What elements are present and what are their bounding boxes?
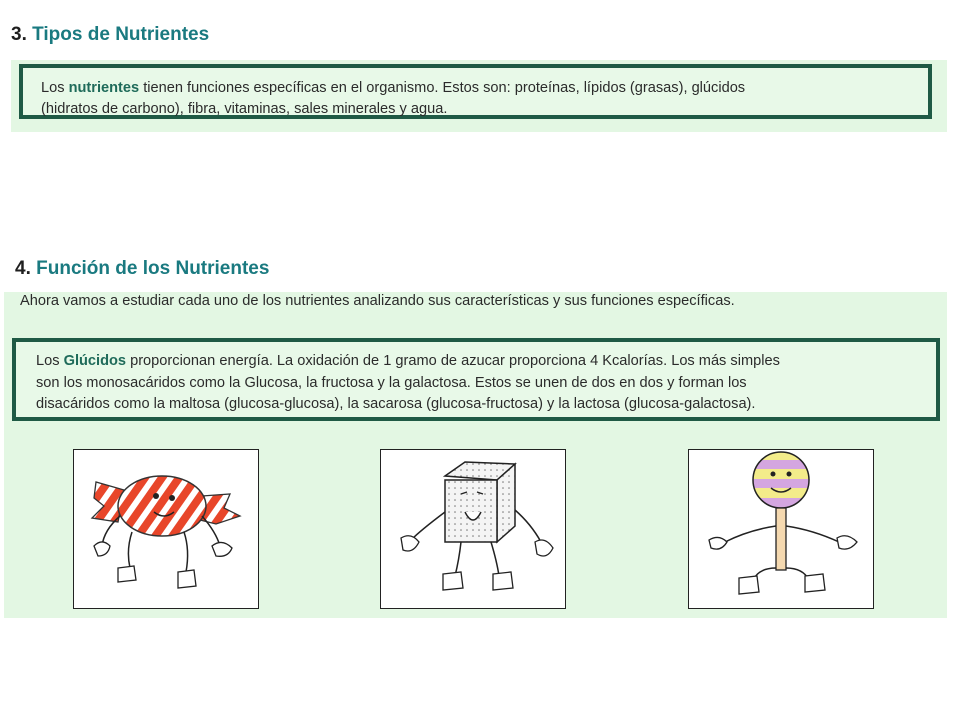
glucidos-box xyxy=(12,338,940,421)
sugar-cube-illustration xyxy=(380,449,566,609)
nutrients-definition-box xyxy=(19,64,932,119)
definition-prefix: Los xyxy=(41,80,69,96)
glucidos-line-2: son los monosacáridos como la Glucosa, la fructosa y la galactosa. Estos se unen de dos en dos y forman los xyxy=(36,374,747,391)
intro-text: Ahora vamos a estudiar cada uno de los nutrientes analizando sus características y sus funciones específicas. xyxy=(20,293,735,309)
section-3-panel xyxy=(11,60,947,132)
nutrientes-keyword: nutrientes xyxy=(68,80,140,96)
definition-line-1 xyxy=(41,78,928,99)
candy-character-icon xyxy=(74,450,258,608)
glucidos-keyword: Glúcidos xyxy=(63,353,127,369)
glucidos-line-1-text: proporcionan energía. La oxidación de 1 gramo de azucar proporciona 4 Kcalorías. Los más simples xyxy=(126,353,780,369)
section-4-heading xyxy=(15,258,269,280)
section-3-heading xyxy=(11,24,209,46)
lollipop-illustration xyxy=(688,449,874,609)
section-4-number: 4. xyxy=(15,258,31,279)
section-4-panel xyxy=(4,292,947,618)
section-3-title: Tipos de Nutrientes xyxy=(32,24,210,45)
section-4-title: Función de los Nutrientes xyxy=(36,258,270,279)
glucidos-prefix: Los xyxy=(36,353,64,369)
section-3-number: 3. xyxy=(11,24,27,45)
lollipop-character-icon xyxy=(689,450,873,608)
definition-line-1-text: tienen funciones específicas en el organismo. Estos son: proteínas, lípidos (grasas), glúcidos xyxy=(139,80,746,96)
sugar-cube-character-icon xyxy=(381,450,565,608)
definition-line-2: (hidratos de carbono), fibra, vitaminas, sales minerales y agua. xyxy=(41,101,448,117)
glucidos-line-3: disacáridos como la maltosa (glucosa-glucosa), la sacarosa (glucosa-fructosa) y la lactosa (glucosa-galactosa). xyxy=(36,396,756,412)
glucidos-line-1 xyxy=(36,351,936,373)
candy-illustration xyxy=(73,449,259,609)
